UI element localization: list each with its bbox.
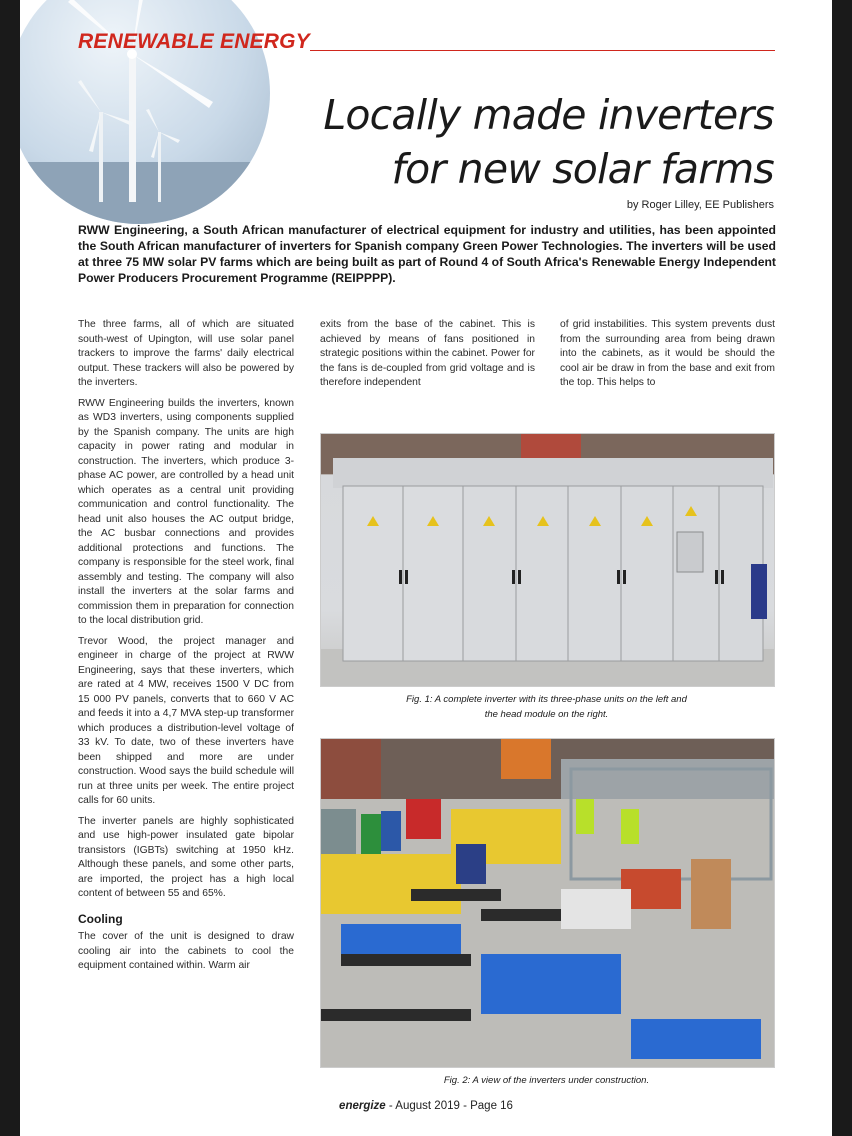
magazine-page xyxy=(20,0,832,1136)
paragraph: exits from the base of the cabinet. This is achieved by means of fans positioned in strategic positions within the cabinet. Power for the fans is de-coupled from grid voltage and is therefore independent xyxy=(320,319,535,388)
paragraph: RWW Engineering builds the inverters, known as WD3 inverters, using components supplied by the Spanish company. The units are high capacity in power rating and modular in construction. The inverters, which produce 3-phase AC power, are controlled by a head unit which operates as a central unit providing communication and control functionality. The head unit also houses the AC output bridge, the AC busbar connections and provides additional protections and functions. The company is responsible for the steel work, final assembly and testing. The company will also install the inverters at the solar farms and commission them in preparation for connection to the local distribution grid. xyxy=(78,397,294,626)
subheading-cooling: Cooling xyxy=(78,911,123,926)
title-line-1: Locally made inverters xyxy=(323,91,774,139)
paragraph: The three farms, all of which are situated south-west of Upington, will use solar panel trackers to improve the farms' daily electrical output. These trackers will also be powered by the inverters. xyxy=(78,319,294,388)
column-1 xyxy=(78,318,294,980)
section-rule xyxy=(310,50,775,51)
caption-line: Fig. 1: A complete inverter with its three-phase units on the left and xyxy=(406,694,687,705)
magazine-brand: energize xyxy=(339,1100,386,1112)
figure-1-inverter-photo xyxy=(320,433,775,687)
page-footer xyxy=(20,1100,832,1112)
caption-line: the head module on the right. xyxy=(484,709,609,720)
column-3 xyxy=(560,318,775,397)
figure-2-workshop-photo xyxy=(320,738,775,1068)
figure-1-caption xyxy=(320,692,773,722)
paragraph: The inverter panels are highly sophisticated and use high-power insulated gate bipolar transistors (IGBTs) switching at 1950 kHz. Although these panels, and some other parts, are imported, the project has a high local content of between 55 and 65%. xyxy=(78,815,294,899)
paragraph: The cover of the unit is designed to draw cooling air into the cabinets to cool the equipment contained within. Warm air xyxy=(78,931,294,971)
title-line-2: for new solar farms xyxy=(391,145,774,193)
paragraph: Trevor Wood, the project manager and engineer in charge of the project at RWW Engineering, says that these inverters, which are rated at 4 MW, receives 1500 V DC from 15 000 PV panels, converts that to 660 V AC and feeds it into a 4,7 MVA step-up transformer which produces a distribution-level voltage of 33 kV. To date, two of these inverters have been shipped and more are under construction. Wood says the build schedule will run at three units per week. The entire project calls for 60 units. xyxy=(78,635,294,806)
byline: by Roger Lilley, EE Publishers xyxy=(626,199,774,211)
paragraph: of grid instabilities. This system prevents dust from the surrounding area from being drawn into the cabinets, as it would be should the cool air be draw in from the base and exit from the top. This helps to xyxy=(560,319,775,388)
section-label: RENEWABLE ENERGY xyxy=(78,30,310,53)
column-2 xyxy=(320,318,535,397)
article-title xyxy=(323,88,774,196)
lead-paragraph: RWW Engineering, a South African manufacturer of electrical equipment for industry and utilities, has been appointed the South African manufacturer of inverters for Spanish company Green Power Technologies. The inverters will be used at three 75 MW solar PV farms which are being built as part of Round 4 of South Africa's Renewable Energy Independent Power Producers Procurement Programme (REIPPPP). xyxy=(78,223,776,285)
footer-issue-page: - August 2019 - Page 16 xyxy=(385,1100,513,1112)
figure-2-caption: Fig. 2: A view of the inverters under construction. xyxy=(443,1075,650,1086)
